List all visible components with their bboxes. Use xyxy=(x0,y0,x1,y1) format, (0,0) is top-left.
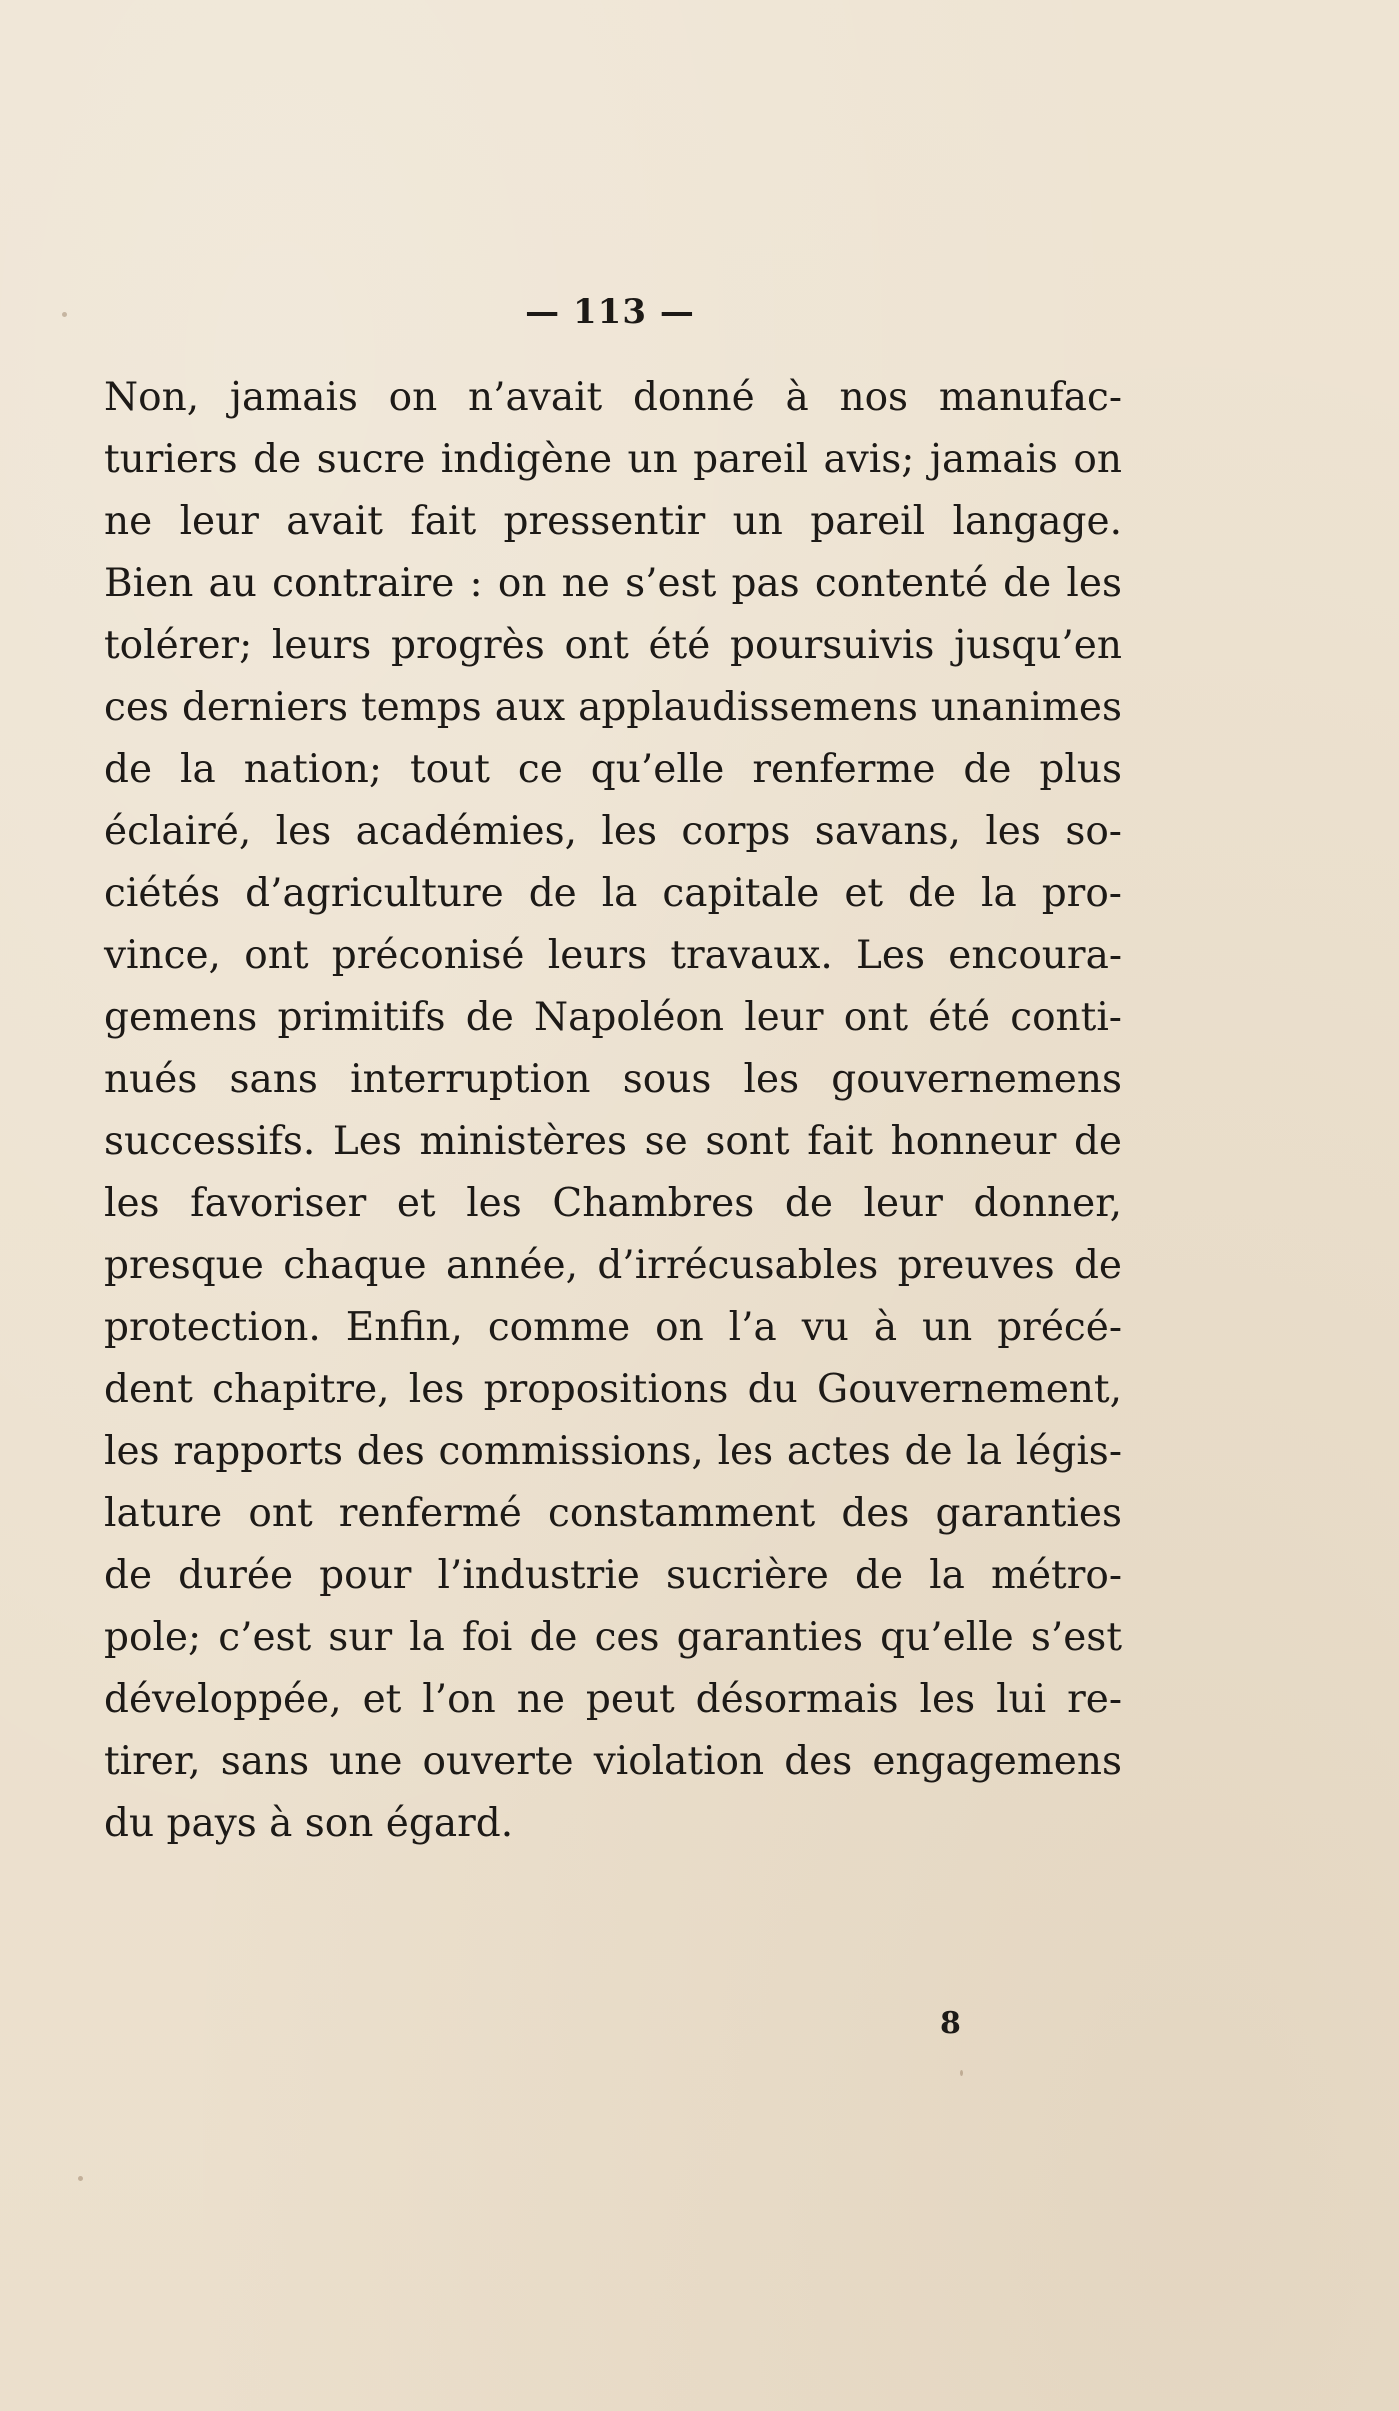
text-line: ces derniers temps aux applaudissemens unanimes xyxy=(104,685,1122,730)
text-line: successifs. Les ministères se sont fait honneur de xyxy=(104,1119,1122,1164)
text-line: turiers de sucre indigène un pareil avis; jamais on xyxy=(104,437,1122,482)
text-line: lature ont renfermé constamment des garanties xyxy=(104,1491,1122,1536)
text-line: Non, jamais on n’avait donné à nos manufac- xyxy=(104,375,1122,420)
paper-speck xyxy=(78,2176,83,2181)
text-line: les favoriser et les Chambres de leur donner, xyxy=(104,1181,1122,1226)
text-line-last: du pays à son égard. xyxy=(104,1801,514,1846)
text-line: gemens primitifs de Napoléon leur ont été conti- xyxy=(104,995,1122,1040)
signature-mark: 8 xyxy=(940,2006,961,2041)
text-line: de la nation; tout ce qu’elle renferme de plus xyxy=(104,747,1122,792)
text-line: tolérer; leurs progrès ont été poursuivis jusqu’en xyxy=(104,623,1122,668)
page-header-number: — 113 — xyxy=(525,292,695,332)
text-line: les rapports des commissions, les actes de la légis- xyxy=(104,1429,1122,1474)
text-line: protection. Enfin, comme on l’a vu à un précé- xyxy=(104,1305,1122,1350)
text-line: nués sans interruption sous les gouvernemens xyxy=(104,1057,1122,1102)
text-line: développée, et l’on ne peut désormais les lui re- xyxy=(104,1677,1122,1722)
text-line: ciétés d’agriculture de la capitale et de la pro- xyxy=(104,871,1122,916)
text-line: dent chapitre, les propositions du Gouvernement, xyxy=(104,1367,1122,1412)
text-line: pole; c’est sur la foi de ces garanties qu’elle s’est xyxy=(104,1615,1122,1660)
text-line: vince, ont préconisé leurs travaux. Les encoura- xyxy=(104,933,1122,978)
text-line: presque chaque année, d’irrécusables preuves de xyxy=(104,1243,1122,1288)
text-line: tirer, sans une ouverte violation des engagemens xyxy=(104,1739,1122,1784)
body-paragraph xyxy=(104,367,1122,1855)
paper-speck xyxy=(960,2070,963,2076)
text-line: ne leur avait fait pressentir un pareil langage. xyxy=(104,499,1122,544)
text-line: de durée pour l’industrie sucrière de la métro- xyxy=(104,1553,1122,1598)
text-line: Bien au contraire : on ne s’est pas contenté de les xyxy=(104,561,1122,606)
text-line: éclairé, les académies, les corps savans, les so- xyxy=(104,809,1122,854)
